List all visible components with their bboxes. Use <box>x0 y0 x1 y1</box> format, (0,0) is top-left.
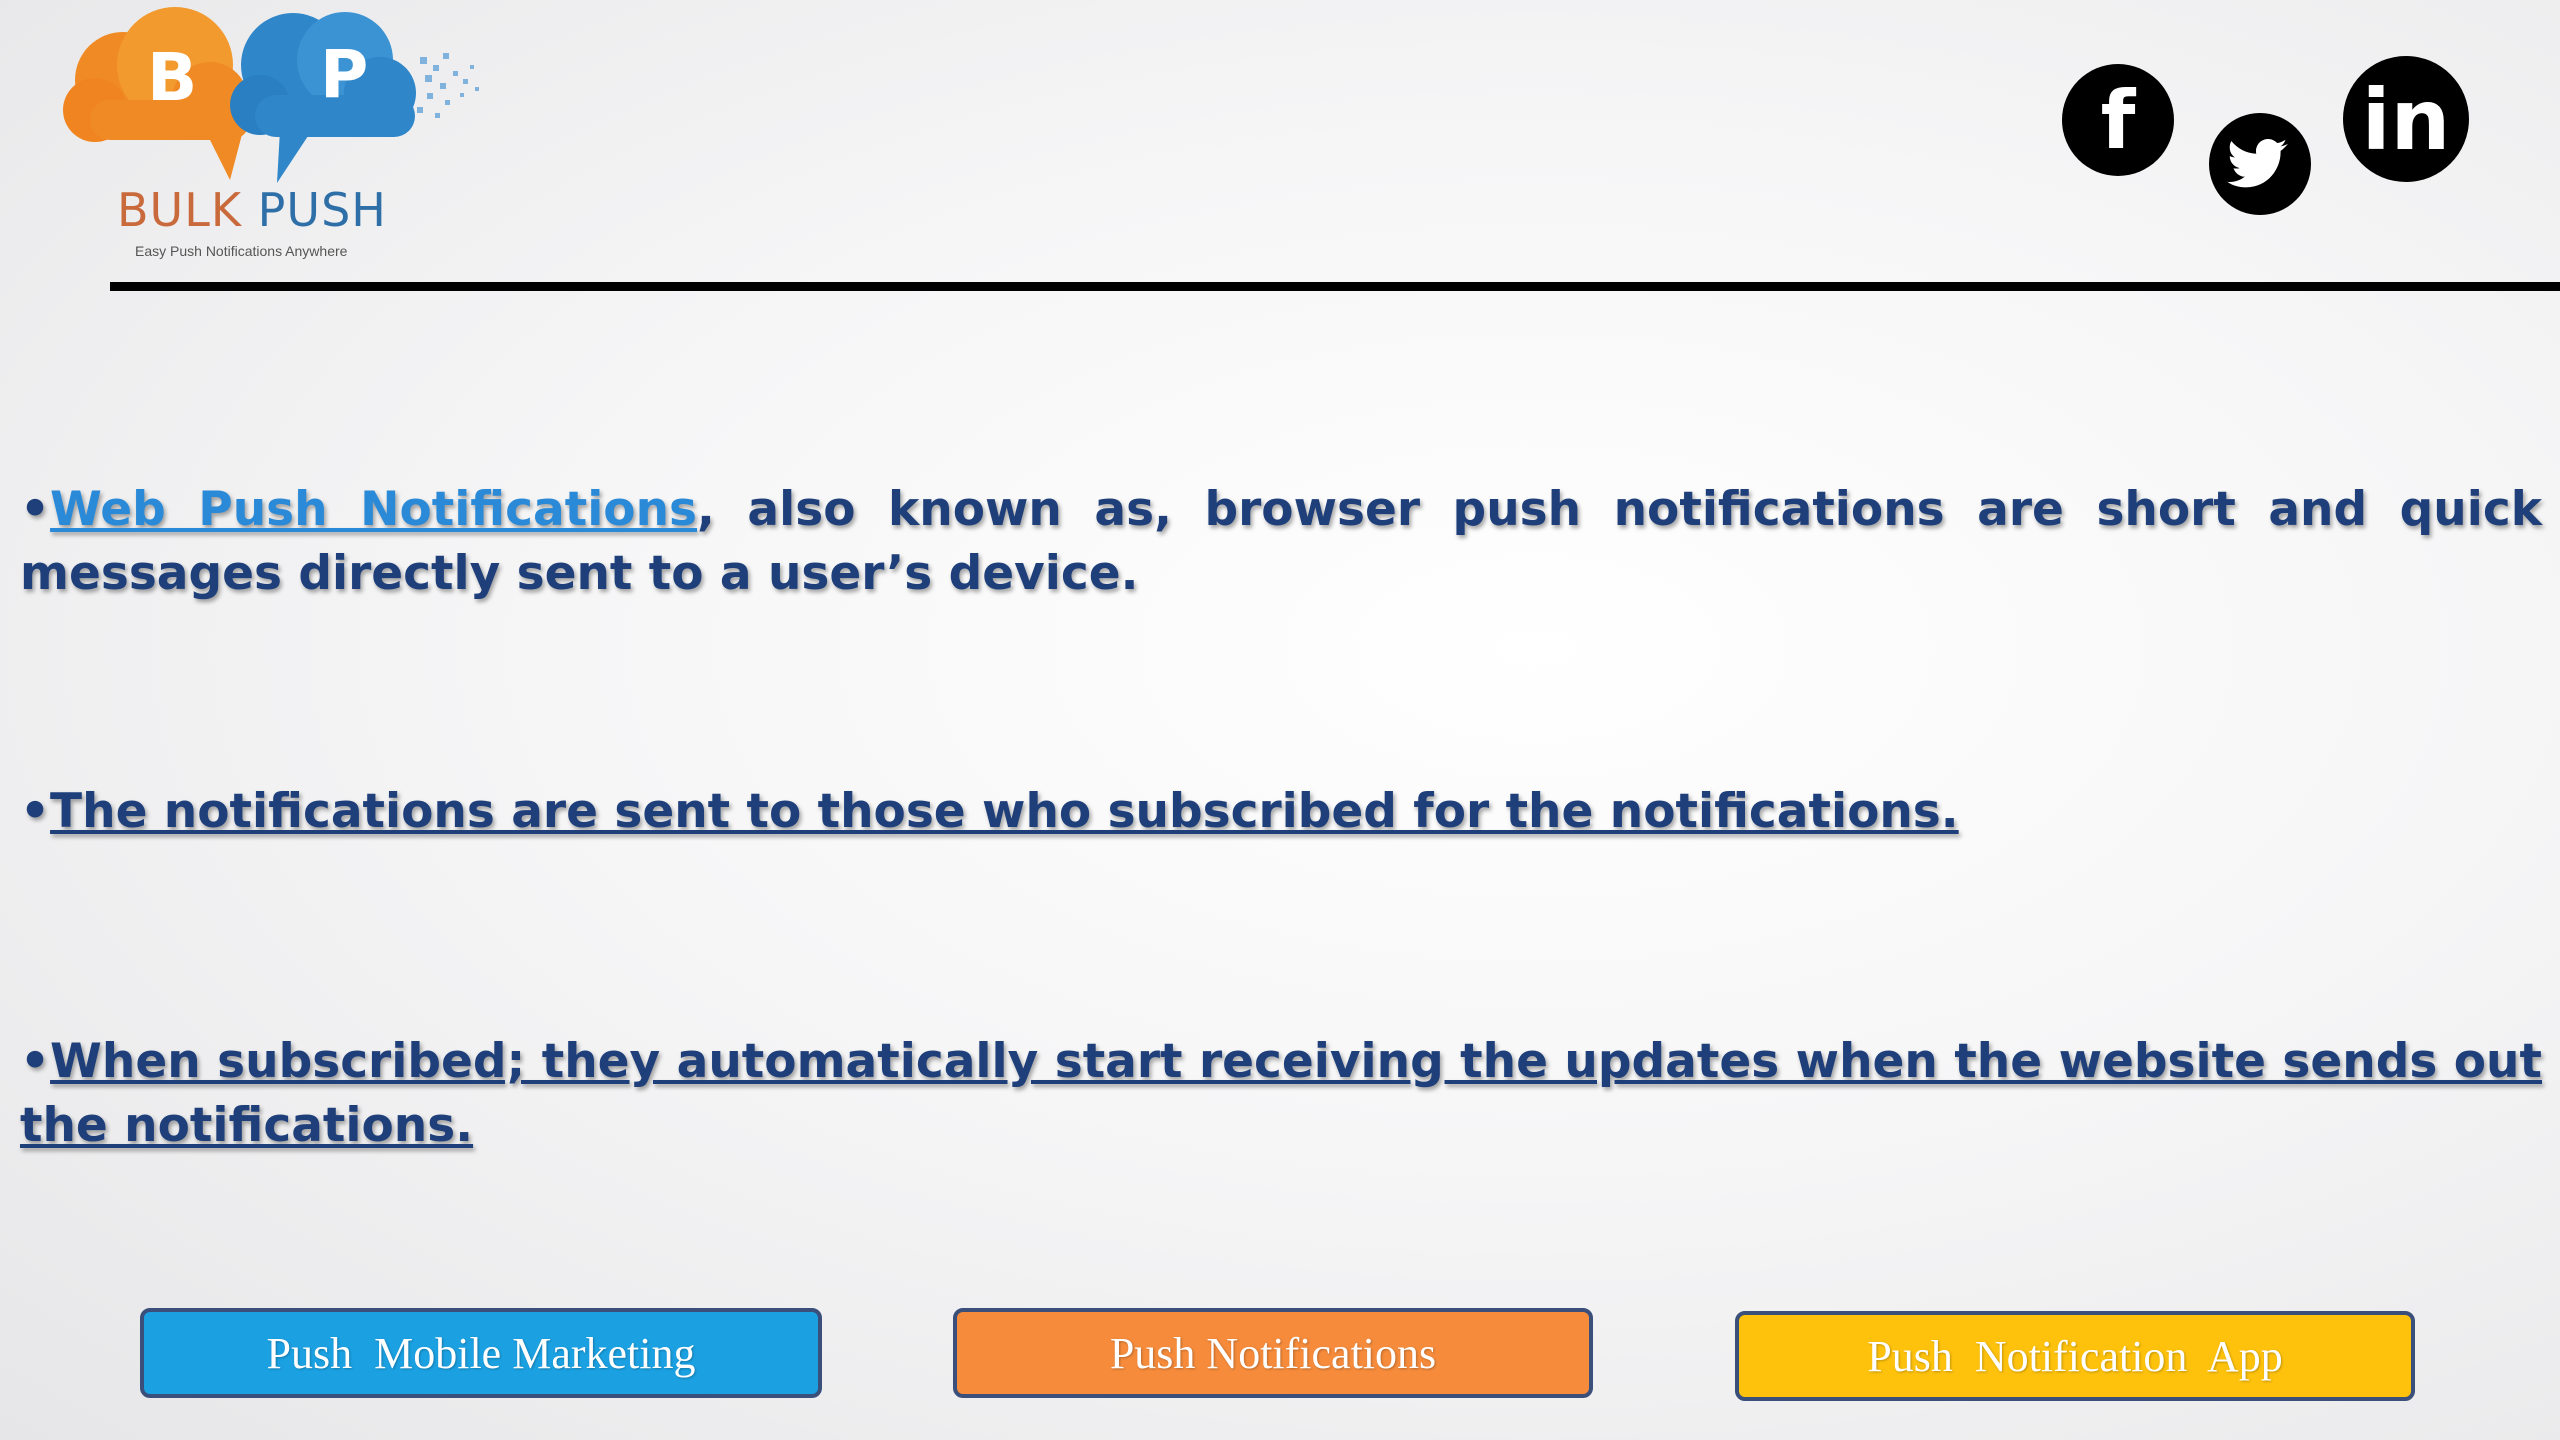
facebook-glyph: f <box>2100 74 2136 167</box>
logo-letter-p: P <box>320 36 369 113</box>
bullet-marker: • <box>20 482 51 537</box>
logo-word-push: PUSH <box>257 183 387 237</box>
bullet-text: The notifications are sent to those who subscribed for the notifications. <box>50 784 1959 839</box>
header-divider <box>110 282 2560 291</box>
logo-wordmark <box>117 183 387 237</box>
web-push-notifications-link[interactable]: Web Push Notifications <box>50 482 698 537</box>
logo-word-bulk: BULK <box>117 183 243 237</box>
bullet-when-subscribed <box>20 1030 2542 1158</box>
facebook-icon[interactable] <box>2060 62 2176 178</box>
bullet-text: When subscribed; they automatically start receiving the updates when the website sends out the notifications. <box>20 1034 2542 1153</box>
logo-pixel-trail <box>417 53 479 118</box>
push-mobile-marketing-button[interactable]: Push Mobile Marketing <box>140 1308 822 1398</box>
bullet-marker: • <box>20 1034 51 1089</box>
linkedin-icon[interactable] <box>2342 55 2470 183</box>
bullet-marker: • <box>20 784 51 839</box>
push-notifications-button[interactable]: Push Notifications <box>953 1308 1593 1398</box>
bulk-push-logo <box>55 5 495 270</box>
bullet-subscribers <box>20 780 2542 844</box>
push-notification-app-button[interactable]: Push Notification App <box>1735 1311 2415 1401</box>
logo-clouds-icon <box>55 5 495 185</box>
linkedin-glyph: in <box>2361 71 2451 169</box>
bullet-web-push <box>20 478 2542 606</box>
logo-letter-b: B <box>147 39 198 116</box>
bullet-text: , also known as, browser push notifications are short and quick messages directly sent to a user’s device. <box>20 482 2542 601</box>
twitter-icon[interactable] <box>2208 112 2312 216</box>
logo-tagline: Easy Push Notifications Anywhere <box>135 243 348 259</box>
